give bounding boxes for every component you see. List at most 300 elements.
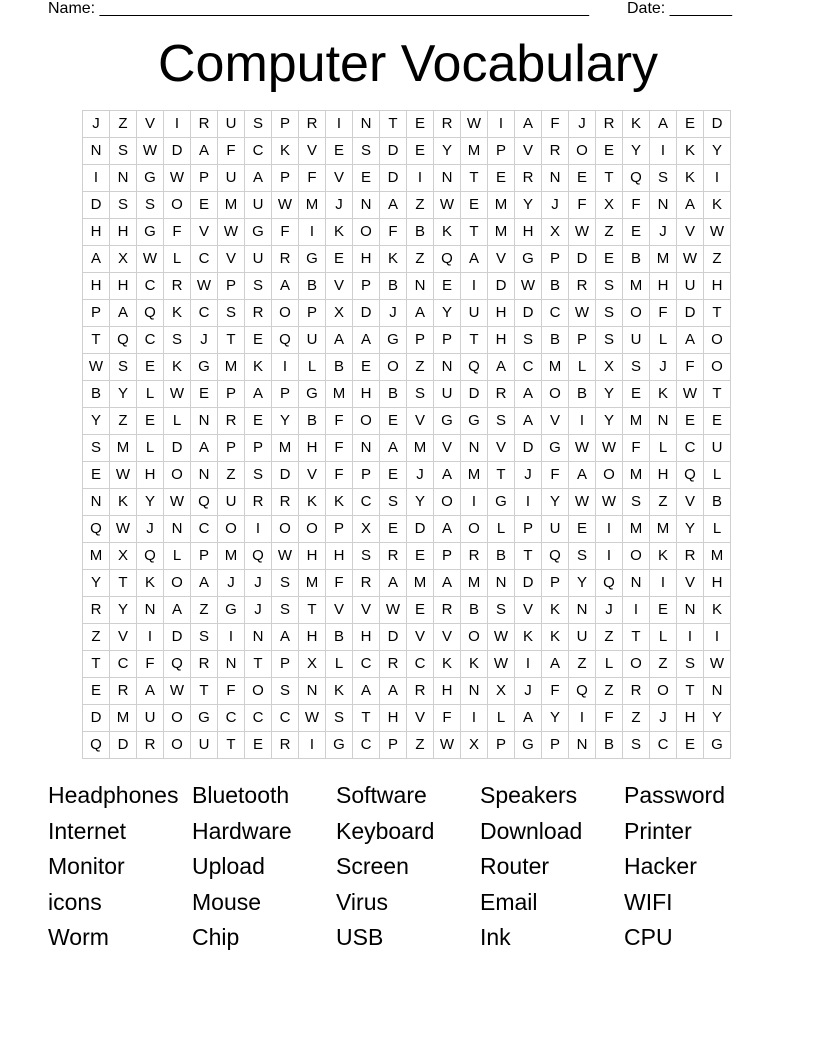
grid-cell: I (569, 705, 596, 732)
grid-cell: F (326, 408, 353, 435)
grid-cell: C (515, 354, 542, 381)
grid-cell: W (596, 435, 623, 462)
grid-cell: I (488, 111, 515, 138)
grid-cell: A (83, 246, 110, 273)
grid-cell: C (191, 516, 218, 543)
grid-cell: M (650, 246, 677, 273)
grid-cell: S (569, 543, 596, 570)
grid-cell: V (488, 246, 515, 273)
grid-cell: E (569, 165, 596, 192)
grid-cell: J (515, 678, 542, 705)
grid-cell: E (488, 165, 515, 192)
grid-cell: D (164, 138, 191, 165)
grid-cell: Q (272, 327, 299, 354)
grid-cell: C (137, 327, 164, 354)
grid-cell: V (299, 462, 326, 489)
grid-cell: X (299, 651, 326, 678)
grid-cell: G (542, 435, 569, 462)
grid-cell: K (164, 300, 191, 327)
grid-cell: P (434, 327, 461, 354)
grid-cell: E (191, 381, 218, 408)
grid-cell: P (434, 543, 461, 570)
grid-cell: R (542, 138, 569, 165)
grid-cell: V (326, 273, 353, 300)
grid-cell: P (488, 138, 515, 165)
grid-cell: N (407, 273, 434, 300)
grid-cell: C (218, 705, 245, 732)
grid-cell: L (488, 516, 515, 543)
grid-cell: N (299, 678, 326, 705)
grid-cell: P (326, 516, 353, 543)
grid-cell: S (326, 705, 353, 732)
grid-cell: A (380, 192, 407, 219)
word-list-item: Keyboard (336, 817, 435, 844)
grid-cell: A (650, 111, 677, 138)
grid-cell: F (542, 462, 569, 489)
grid-cell: R (110, 678, 137, 705)
grid-cell: D (83, 705, 110, 732)
grid-cell: S (272, 678, 299, 705)
grid-cell: M (488, 192, 515, 219)
grid-cell: K (650, 543, 677, 570)
grid-cell: J (245, 597, 272, 624)
grid-cell: R (245, 489, 272, 516)
grid-cell: U (218, 489, 245, 516)
grid-cell: S (623, 489, 650, 516)
grid-cell: I (704, 624, 731, 651)
grid-cell: T (461, 165, 488, 192)
grid-cell: P (272, 651, 299, 678)
grid-cell: W (137, 246, 164, 273)
grid-cell: S (596, 327, 623, 354)
grid-cell: C (542, 300, 569, 327)
grid-cell: P (245, 435, 272, 462)
grid-cell: O (218, 516, 245, 543)
grid-cell: I (515, 651, 542, 678)
grid-cell: S (677, 651, 704, 678)
grid-cell: M (488, 219, 515, 246)
grid-cell: Q (245, 543, 272, 570)
grid-cell: B (542, 327, 569, 354)
grid-cell: A (461, 246, 488, 273)
grid-cell: G (245, 219, 272, 246)
grid-cell: S (245, 462, 272, 489)
grid-cell: H (353, 624, 380, 651)
grid-cell: A (191, 435, 218, 462)
grid-cell: L (164, 246, 191, 273)
grid-cell: R (218, 408, 245, 435)
grid-cell: L (704, 462, 731, 489)
grid-cell: E (623, 219, 650, 246)
grid-cell: J (218, 570, 245, 597)
grid-cell: H (110, 273, 137, 300)
grid-cell: T (353, 705, 380, 732)
grid-cell: E (623, 381, 650, 408)
grid-cell: A (380, 678, 407, 705)
grid-cell: N (569, 732, 596, 759)
grid-cell: O (353, 408, 380, 435)
grid-cell: N (137, 597, 164, 624)
grid-cell: R (677, 543, 704, 570)
grid-cell: U (137, 705, 164, 732)
word-list-item: Hardware (192, 817, 292, 844)
grid-cell: A (245, 165, 272, 192)
grid-cell: S (83, 435, 110, 462)
grid-cell: K (434, 651, 461, 678)
grid-cell: A (164, 597, 191, 624)
grid-cell: L (650, 624, 677, 651)
grid-cell: M (110, 705, 137, 732)
grid-cell: M (704, 543, 731, 570)
grid-cell: N (218, 651, 245, 678)
grid-cell: Z (407, 192, 434, 219)
grid-cell: I (137, 624, 164, 651)
grid-cell: Y (110, 381, 137, 408)
grid-cell: Y (83, 408, 110, 435)
grid-cell: M (326, 381, 353, 408)
grid-cell: K (110, 489, 137, 516)
grid-cell: D (380, 138, 407, 165)
grid-cell: N (704, 678, 731, 705)
grid-cell: K (326, 678, 353, 705)
grid-cell: P (353, 462, 380, 489)
grid-cell: V (407, 624, 434, 651)
grid-cell: A (353, 678, 380, 705)
grid-cell: Q (191, 489, 218, 516)
grid-cell: D (704, 111, 731, 138)
grid-cell: A (353, 327, 380, 354)
grid-cell: S (596, 273, 623, 300)
grid-cell: S (272, 597, 299, 624)
grid-cell: K (623, 111, 650, 138)
grid-cell: I (704, 165, 731, 192)
grid-cell: N (623, 570, 650, 597)
grid-cell: R (272, 246, 299, 273)
grid-cell: Q (623, 165, 650, 192)
grid-cell: M (623, 273, 650, 300)
grid-cell: F (218, 678, 245, 705)
grid-cell: L (569, 354, 596, 381)
grid-cell: D (515, 435, 542, 462)
grid-cell: Q (137, 543, 164, 570)
word-list-item: Headphones (48, 782, 179, 808)
grid-cell: M (623, 408, 650, 435)
grid-cell: G (137, 165, 164, 192)
grid-cell: B (704, 489, 731, 516)
grid-cell: E (434, 273, 461, 300)
grid-cell: E (380, 408, 407, 435)
header (48, 0, 748, 20)
grid-cell: Z (596, 624, 623, 651)
grid-cell: R (623, 678, 650, 705)
word-list-item: Internet (48, 817, 126, 844)
grid-cell: O (461, 624, 488, 651)
grid-cell: O (704, 327, 731, 354)
grid-cell: P (83, 300, 110, 327)
grid-cell: H (326, 543, 353, 570)
grid-cell: P (272, 381, 299, 408)
grid-cell: P (218, 273, 245, 300)
grid-cell: P (488, 732, 515, 759)
grid-cell: V (515, 138, 542, 165)
grid-cell: C (191, 246, 218, 273)
grid-cell: H (110, 219, 137, 246)
grid-cell: O (164, 570, 191, 597)
grid-cell: M (461, 462, 488, 489)
grid-cell: V (488, 435, 515, 462)
grid-cell: A (515, 111, 542, 138)
grid-cell: P (218, 381, 245, 408)
grid-cell: K (704, 192, 731, 219)
grid-cell: U (299, 327, 326, 354)
grid-cell: O (164, 192, 191, 219)
grid-cell: A (542, 651, 569, 678)
grid-cell: J (650, 219, 677, 246)
grid-cell: Z (407, 354, 434, 381)
grid-cell: K (434, 219, 461, 246)
word-list-item: USB (336, 924, 384, 950)
grid-cell: W (299, 705, 326, 732)
grid-cell: T (488, 462, 515, 489)
grid-cell: T (191, 678, 218, 705)
grid-cell: Z (650, 651, 677, 678)
grid-cell: X (461, 732, 488, 759)
word-list-item: Worm (48, 924, 109, 950)
grid-cell: E (407, 111, 434, 138)
grid-cell: S (191, 624, 218, 651)
grid-cell: O (596, 462, 623, 489)
grid-cell: W (569, 489, 596, 516)
grid-cell: M (650, 516, 677, 543)
grid-cell: B (380, 381, 407, 408)
grid-cell: Q (434, 246, 461, 273)
grid-cell: Q (83, 516, 110, 543)
grid-cell: R (380, 543, 407, 570)
grid-cell: W (218, 219, 245, 246)
grid-cell: L (596, 651, 623, 678)
grid-cell: T (299, 597, 326, 624)
grid-cell: T (461, 327, 488, 354)
grid-cell: Q (164, 651, 191, 678)
grid-cell: S (137, 192, 164, 219)
grid-cell: W (164, 381, 191, 408)
grid-cell: G (488, 489, 515, 516)
grid-cell: Z (110, 408, 137, 435)
grid-cell: K (542, 597, 569, 624)
grid-cell: I (218, 624, 245, 651)
grid-cell: O (704, 354, 731, 381)
grid-cell: H (650, 462, 677, 489)
grid-cell: I (83, 165, 110, 192)
grid-cell: M (461, 570, 488, 597)
grid-cell: Z (407, 246, 434, 273)
grid-cell: O (650, 678, 677, 705)
grid-cell: E (353, 354, 380, 381)
grid-cell: A (434, 570, 461, 597)
grid-cell: P (542, 732, 569, 759)
grid-cell: W (677, 246, 704, 273)
grid-cell: J (191, 327, 218, 354)
grid-cell: S (110, 192, 137, 219)
grid-cell: I (299, 732, 326, 759)
grid-cell: R (299, 111, 326, 138)
grid-cell: U (434, 381, 461, 408)
grid-cell: R (488, 381, 515, 408)
grid-cell: D (569, 246, 596, 273)
grid-cell: W (83, 354, 110, 381)
grid-cell: K (677, 138, 704, 165)
grid-cell: D (164, 435, 191, 462)
grid-cell: O (353, 219, 380, 246)
grid-cell: D (272, 462, 299, 489)
grid-cell: C (245, 705, 272, 732)
grid-cell: T (596, 165, 623, 192)
grid-cell: K (380, 246, 407, 273)
grid-cell: N (461, 435, 488, 462)
grid-cell: C (245, 138, 272, 165)
grid-cell: H (488, 327, 515, 354)
grid-cell: T (677, 678, 704, 705)
grid-cell: U (191, 732, 218, 759)
grid-cell: E (677, 408, 704, 435)
grid-cell: A (326, 327, 353, 354)
grid-cell: K (326, 489, 353, 516)
grid-cell: J (569, 111, 596, 138)
grid-cell: R (434, 597, 461, 624)
grid-cell: D (164, 624, 191, 651)
grid-cell: W (704, 219, 731, 246)
grid-cell: K (650, 381, 677, 408)
grid-cell: L (704, 516, 731, 543)
grid-cell: U (461, 300, 488, 327)
grid-cell: O (164, 462, 191, 489)
grid-cell: V (353, 597, 380, 624)
grid-cell: W (569, 435, 596, 462)
word-search-grid (82, 110, 731, 759)
word-list-item: Upload (192, 853, 265, 879)
grid-cell: W (569, 300, 596, 327)
grid-cell: R (83, 597, 110, 624)
grid-cell: S (488, 408, 515, 435)
grid-cell: H (299, 624, 326, 651)
grid-cell: J (650, 705, 677, 732)
grid-cell: A (515, 408, 542, 435)
grid-cell: P (353, 273, 380, 300)
grid-cell: L (164, 543, 191, 570)
grid-cell: N (542, 165, 569, 192)
grid-cell: L (137, 435, 164, 462)
grid-cell: Z (83, 624, 110, 651)
grid-cell: Q (569, 678, 596, 705)
grid-cell: N (650, 192, 677, 219)
grid-cell: B (542, 273, 569, 300)
grid-cell: G (461, 408, 488, 435)
grid-cell: A (569, 462, 596, 489)
grid-cell: P (272, 111, 299, 138)
grid-cell: R (407, 678, 434, 705)
word-list-item: Router (480, 853, 550, 879)
grid-cell: G (515, 732, 542, 759)
grid-cell: U (569, 624, 596, 651)
grid-cell: H (353, 246, 380, 273)
grid-cell: N (461, 678, 488, 705)
grid-cell: J (326, 192, 353, 219)
grid-cell: Q (596, 570, 623, 597)
grid-cell: B (407, 219, 434, 246)
grid-cell: A (272, 273, 299, 300)
grid-cell: O (272, 516, 299, 543)
grid-cell: E (569, 516, 596, 543)
grid-cell: I (596, 516, 623, 543)
grid-cell: M (218, 354, 245, 381)
grid-cell: K (299, 489, 326, 516)
grid-cell: G (218, 597, 245, 624)
grid-cell: P (515, 516, 542, 543)
grid-cell: I (596, 543, 623, 570)
grid-cell: T (83, 651, 110, 678)
grid-cell: G (326, 732, 353, 759)
grid-cell: J (137, 516, 164, 543)
grid-cell: A (434, 516, 461, 543)
grid-cell: E (380, 462, 407, 489)
grid-cell: W (488, 624, 515, 651)
word-list-item: Printer (624, 817, 692, 844)
grid-cell: T (623, 624, 650, 651)
grid-cell: O (299, 516, 326, 543)
grid-cell: P (299, 300, 326, 327)
grid-cell: F (326, 435, 353, 462)
grid-cell: R (515, 165, 542, 192)
grid-cell: Y (569, 570, 596, 597)
grid-cell: J (83, 111, 110, 138)
grid-cell: V (326, 597, 353, 624)
grid-cell: E (137, 354, 164, 381)
grid-cell: K (542, 624, 569, 651)
grid-cell: V (218, 246, 245, 273)
grid-cell: P (542, 246, 569, 273)
grid-cell: N (488, 570, 515, 597)
grid-cell: W (569, 219, 596, 246)
grid-cell: V (299, 138, 326, 165)
grid-cell: I (461, 489, 488, 516)
word-list-item: Ink (480, 924, 511, 950)
grid-cell: D (380, 624, 407, 651)
grid-cell: O (164, 732, 191, 759)
word-list-item: Download (480, 817, 583, 844)
grid-cell: S (407, 381, 434, 408)
grid-cell: F (137, 651, 164, 678)
name-field-label: Name: _______________________________________________________ (48, 0, 589, 17)
grid-cell: S (380, 489, 407, 516)
grid-cell: Z (218, 462, 245, 489)
grid-cell: J (380, 300, 407, 327)
grid-cell: H (83, 219, 110, 246)
grid-cell: D (83, 192, 110, 219)
grid-cell: F (326, 570, 353, 597)
grid-cell: P (380, 732, 407, 759)
grid-cell: D (110, 732, 137, 759)
grid-cell: V (677, 219, 704, 246)
grid-cell: K (164, 354, 191, 381)
grid-cell: I (623, 597, 650, 624)
grid-cell: J (542, 192, 569, 219)
grid-cell: I (299, 219, 326, 246)
grid-cell: O (245, 678, 272, 705)
grid-cell: Q (461, 354, 488, 381)
grid-cell: H (137, 462, 164, 489)
grid-cell: F (542, 678, 569, 705)
grid-cell: B (380, 273, 407, 300)
